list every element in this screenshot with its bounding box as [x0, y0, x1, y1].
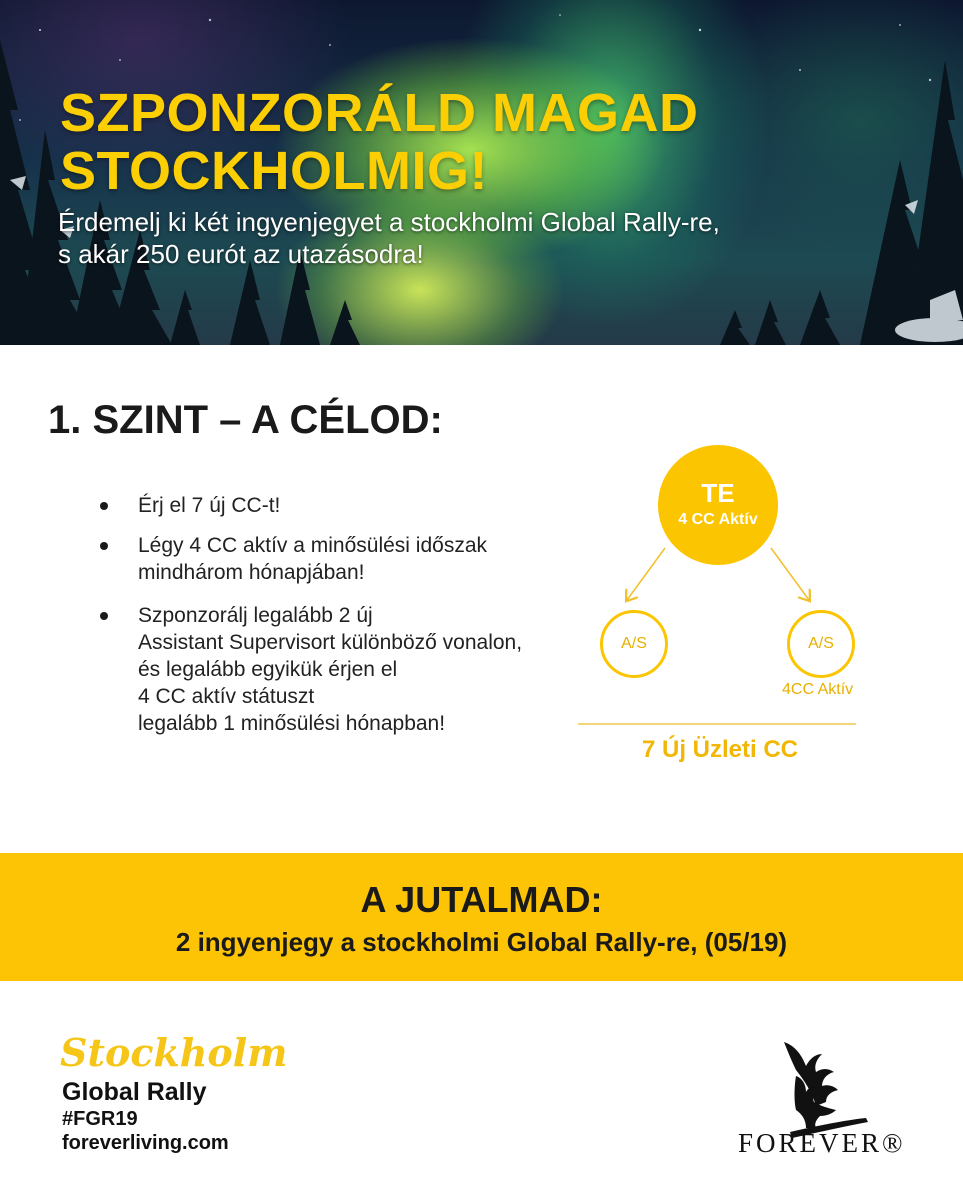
arrow-left-icon [627, 548, 665, 600]
goal-item-line: mindhárom hónapjában! [138, 561, 365, 584]
sponsor-diagram [575, 440, 875, 770]
bullet-dot-icon [100, 542, 108, 550]
goal-item-line: Szponzorálj legalább 2 új [138, 604, 373, 627]
reward-band [0, 853, 963, 981]
goal-item [96, 602, 576, 737]
hero-title-line1: SZPONZORÁLD MAGAD [60, 83, 699, 143]
goal-list [96, 492, 576, 750]
as-node-right-status: 4CC Aktív [782, 681, 854, 698]
bullet-dot-icon [100, 502, 108, 510]
as-node-right: A/S [787, 610, 855, 678]
reward-title: A JUTALMAD: [360, 879, 603, 920]
hero-title [60, 84, 698, 200]
goal-item-line: Érj el 7 új CC-t! [138, 494, 281, 517]
brand-name: FOREVER® [738, 1128, 906, 1158]
goal-item [96, 492, 576, 519]
hero-subtitle [58, 206, 720, 270]
goal-item [96, 532, 576, 586]
hero-subtitle-line1: Érdemelj ki két ingyenjegyet a stockholmi Global Rally-re, [58, 207, 720, 237]
you-node [658, 445, 778, 565]
diagram-divider [578, 723, 856, 725]
goal-item-line: legalább 1 minősülési hónapban! [138, 712, 446, 735]
goal-item-line: és legalább egyikük érjen el [138, 658, 398, 681]
cc-total-label: 7 Új Üzleti CC [641, 736, 799, 763]
website-link[interactable]: foreverliving.com [62, 1132, 229, 1154]
reward-text: 2 ingyenjegy a stockholmi Global Rally-re, (05/19) [175, 927, 788, 957]
hero-banner [0, 0, 963, 345]
bullet-dot-icon [100, 612, 108, 620]
as-node-left: A/S [600, 610, 668, 678]
hashtag: #FGR19 [62, 1108, 138, 1130]
stockholm-script-logo: Stockholm [60, 1030, 288, 1075]
hero-subtitle-line2: s akár 250 eurót az utazásodra! [58, 239, 424, 269]
goal-item-line: Légy 4 CC aktív a minősülési időszak [138, 534, 487, 557]
level-title: 1. SZINT – A CÉLOD: [48, 398, 443, 442]
goal-item-line: Assistant Supervisort különböző vonalon, [138, 631, 523, 654]
goal-item-line: 4 CC aktív státuszt [138, 685, 315, 708]
you-node-status: 4 CC Aktív [678, 511, 758, 528]
hero-title-line2: STOCKHOLMIG! [60, 141, 488, 201]
event-name: Global Rally [62, 1078, 207, 1106]
arrow-right-icon [771, 548, 809, 600]
you-node-label: TE [701, 478, 735, 508]
